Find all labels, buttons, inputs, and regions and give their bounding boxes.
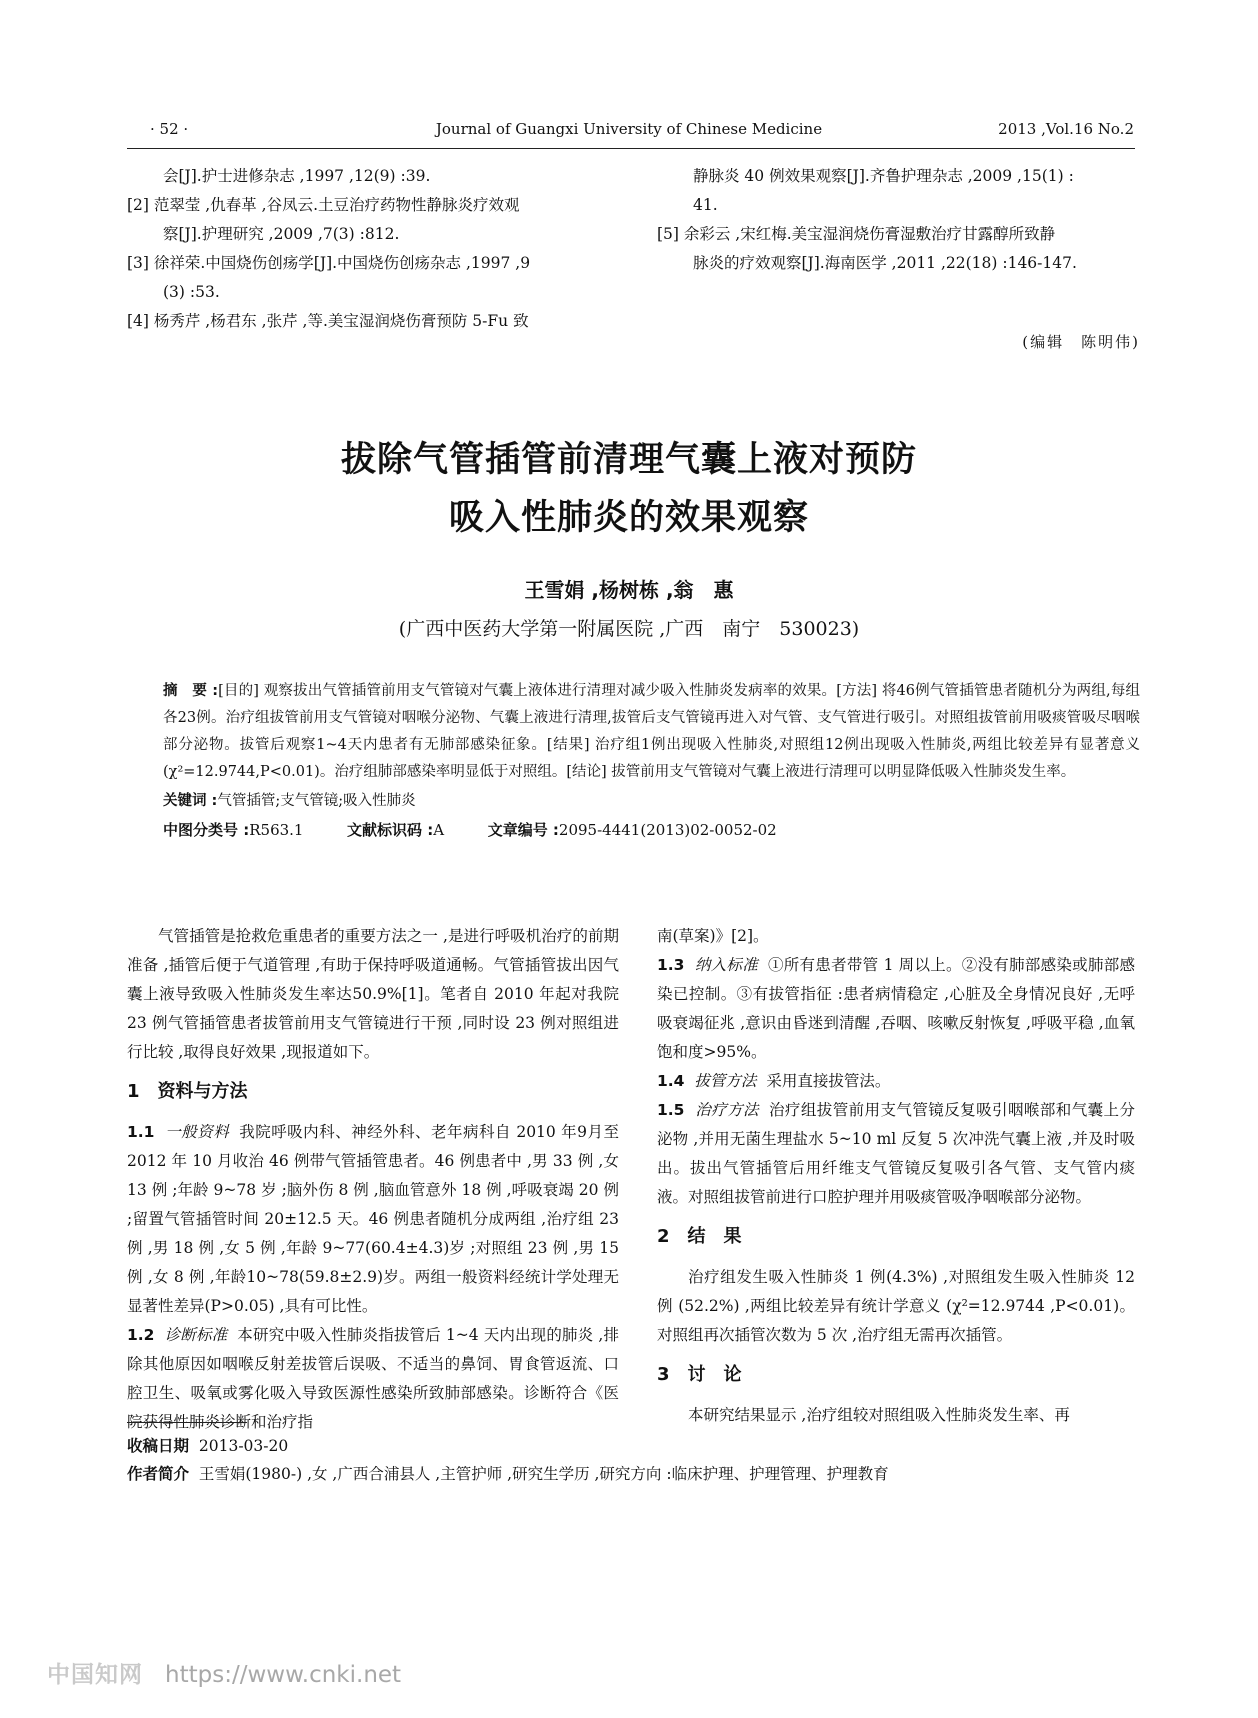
cnki-url[interactable]: https://www.cnki.net [165, 1662, 402, 1688]
references-left [127, 162, 627, 336]
keywords-label: 关键词 : [163, 793, 218, 809]
section-1-heading: 1 资料与方法 [127, 1081, 248, 1102]
subsection-text: 我院呼吸内科、神经外科、老年病科自 2010 年9月至 2012 年 10 月收治 46 例带气管插管患者。46 例患者中 ,男 33 例 ,女 13 例 ;年龄 9~78 岁 ;脑外伤 8 例 ,脑血管意外 18 例 ,呼吸衰竭 20 例 ;留置气管插管时间 20±12.5 天。46 例患者随机分成两组 ,治疗组 23 例 ,男 18 例 ,女 5 例 ,年龄 9~77(60.4±4.3)岁 ;对照组 23 例 ,男 15 例 ,女 8 例 ,年龄10~78(59.8±2.9)岁。两组一般资料经统计学处理无显著性差异(P>0.05) ,具有可比性。 [127, 1123, 619, 1315]
author-bio-text: 王雪娟(1980-) ,女 ,广西合浦县人 ,主管护师 ,研究生学历 ,研究方向 :临床护理、护理管理、护理教育 [198, 1465, 889, 1483]
reference-line: 静脉炎 40 例效果观察[J].齐鲁护理杂志 ,2009 ,15(1) : [693, 167, 1074, 185]
intro-paragraph: 气管插管是抢救危重患者的重要方法之一 ,是进行呼吸机治疗的前期准备 ,插管后便于气道管理 ,有助于保持呼吸道通畅。气管插管拔出因气囊上液导致吸入性肺炎发生率达50.9%[1]。笔者自 2010 年起对我院 23 例气管插管患者拔管前用支气管镜进行干预 ,同时设 23 例对照组进行比较 ,取得良好效果 ,现报道如下。 [127, 927, 619, 1061]
author-bio [127, 1462, 889, 1484]
abstract-block [163, 678, 1140, 844]
subsection-number: 1.3 [657, 956, 685, 974]
received-value: 2013-03-20 [198, 1437, 289, 1455]
affiliation: (广西中医药大学第一附属医院 ,广西 南宁 530023) [398, 618, 860, 640]
editor-note: (编辑 陈明伟) [1022, 333, 1140, 351]
header-rule [127, 148, 1135, 149]
reference-line: [2] 范翠莹 ,仇春革 ,谷凤云.土豆治疗药物性静脉炎疗效观 [127, 196, 520, 214]
subsection-text: ①所有患者带管 1 周以上。②没有肺部感染或肺部感染已控制。③有拔管指征 :患者病情稳定 ,心脏及全身情况良好 ,无呼吸衰竭征兆 ,意识由昏迷到清醒 ,吞咽、咳嗽反射恢复 ,呼吸平稳 ,血氧饱和度>95%。 [657, 956, 1135, 1061]
section-2-heading: 2 结 果 [657, 1226, 742, 1247]
clc-label: 中图分类号 : [163, 821, 250, 839]
article-number-label: 文章编号 : [487, 821, 559, 839]
issue-info: 2013 ,Vol.16 No.2 [998, 120, 1134, 138]
subsection-number: 1.1 [127, 1123, 155, 1141]
subsection-title: 纳入标准 [694, 956, 758, 974]
subsection-title: 一般资料 [165, 1123, 230, 1141]
reference-line: [5] 余彩云 ,宋红梅.美宝湿润烧伤膏湿敷治疗甘露醇所致静 [657, 225, 1056, 243]
reference-line: [4] 杨秀芹 ,杨君东 ,张芹 ,等.美宝湿润烧伤膏预防 5-Fu 致 [127, 312, 529, 330]
article-title-line1: 拔除气管插管前清理气囊上液对预防 [340, 440, 917, 480]
subsection-number: 1.5 [657, 1101, 685, 1119]
subsection-number: 1.2 [127, 1326, 155, 1344]
journal-name: Journal of Guangxi University of Chinese Medicine [435, 120, 823, 138]
results-paragraph: 治疗组发生吸入性肺炎 1 例(4.3%) ,对照组发生吸入性肺炎 12 例 (52.2%) ,两组比较差异有统计学意义 (χ²=12.9744 ,P<0.01)。对照组再次插管次数为 5 次 ,治疗组无需再次插管。 [657, 1268, 1135, 1344]
subsection-text: 采用直接拔管法。 [766, 1072, 891, 1090]
cnki-watermark [47, 1656, 401, 1689]
article-title-line2: 吸入性肺炎的效果观察 [448, 498, 809, 538]
reference-line: 察[J].护理研究 ,2009 ,7(3) :812. [163, 225, 400, 243]
doc-code-value: A [433, 821, 445, 839]
right-column [657, 922, 1135, 1430]
reference-line: 脉炎的疗效观察[J].海南医学 ,2011 ,22(18) :146-147. [693, 254, 1077, 272]
page-number: · 52 · [150, 120, 189, 138]
left-column [127, 922, 619, 1437]
subsection-title: 治疗方法 [695, 1101, 759, 1119]
author-bio-label: 作者简介 [127, 1465, 190, 1483]
received-date [127, 1434, 288, 1456]
clc-value: R563.1 [249, 821, 304, 839]
authors: 王雪娟 ,杨树栋 ,翁 惠 [524, 578, 734, 602]
subsection-number: 1.4 [657, 1072, 685, 1090]
reference-line: [3] 徐祥荣.中国烧伤创疡学[J].中国烧伤创疡杂志 ,1997 ,9 [127, 254, 531, 272]
reference-line: 41. [693, 196, 718, 214]
keywords: 气管插管;支气管镜;吸入性肺炎 [217, 793, 416, 809]
cnki-logo: 中国知网 [47, 1662, 143, 1688]
section-3-heading: 3 讨 论 [657, 1364, 742, 1385]
subsection-title: 拔管方法 [694, 1072, 757, 1090]
subsection-title: 诊断标准 [164, 1326, 228, 1344]
reference-line: 会[J].护士进修杂志 ,1997 ,12(9) :39. [163, 167, 431, 185]
discussion-paragraph: 本研究结果显示 ,治疗组较对照组吸入性肺炎发生率、再 [688, 1406, 1070, 1424]
reference-line: (3) :53. [163, 283, 220, 301]
references-right [657, 162, 1157, 278]
subsection-text: 治疗组拔管前用支气管镜反复吸引咽喉部和气囊上分泌物 ,并用无菌生理盐水 5~10 ml 反复 5 次冲洗气囊上液 ,并及时吸出。拔出气管插管后用纤维支气管镜反复吸引各气管、支气管内痰液。对照组拔管前进行口腔护理并用吸痰管吸净咽喉部分泌物。 [657, 1101, 1135, 1206]
abstract-text: [目的] 观察拔出气管插管前用支气管镜对气囊上液体进行清理对减少吸入性肺炎发病率的效果。[方法] 将46例气管插管患者随机分为两组,每组各23例。治疗组拔管前用支气管镜对咽喉分泌物、气囊上液进行清理,拔管后支气管镜再进入对气管、支气管进行吸引。对照组拔管前用吸痰管吸尽咽喉部分泌物。拔管后观察1~4天内患者有无肺部感染征象。[结果] 治疗组1例出现吸入性肺炎,对照组12例出现吸入性肺炎,两组比较差异有显著意义(χ²=12.9744,P<0.01)。治疗组肺部感染率明显低于对照组。[结论] 拔管前用支气管镜对气囊上液进行清理可以明显降低吸入性肺炎发生率。 [163, 683, 1140, 780]
footnote-rule [127, 1422, 247, 1423]
subsection-text: 本研究中吸入性肺炎指拔管后 1~4 天内出现的肺炎 ,排除其他原因如咽喉反射差拔管后误吸、不适当的鼻饲、胃食管返流、口腔卫生、吸氧或雾化吸入导致医源性感染所致肺部感染。诊断符合《医院获得性肺炎诊断和治疗指 [127, 1326, 619, 1431]
received-label: 收稿日期 [127, 1437, 190, 1455]
continued-text: 南(草案)》[2]。 [657, 927, 769, 945]
doc-code-label: 文献标识码 : [347, 821, 434, 839]
article-number-value: 2095-4441(2013)02-0052-02 [558, 821, 777, 839]
abstract-label: 摘 要 : [163, 683, 219, 699]
